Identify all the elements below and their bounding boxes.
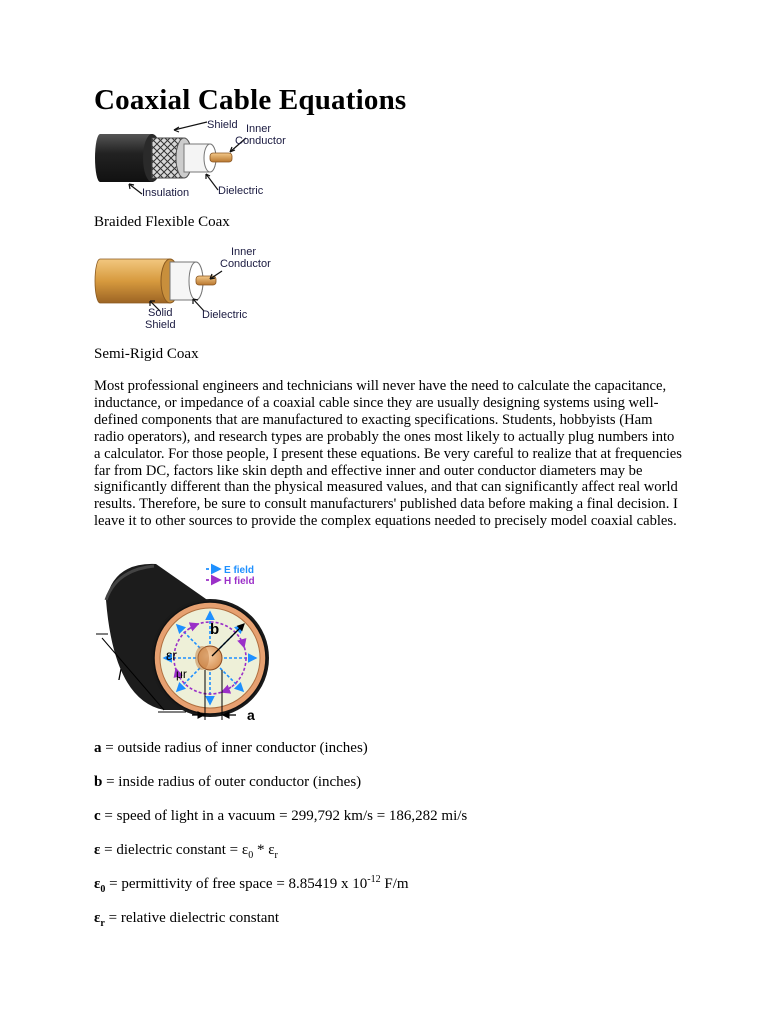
braided-coax-diagram	[94, 116, 304, 202]
label-insulation: Insulation	[142, 187, 190, 199]
label-inner: Inner	[246, 123, 272, 135]
label-l: l	[118, 667, 122, 684]
label-inner-2: Inner	[231, 246, 257, 258]
label-shield: Shield	[207, 119, 238, 131]
legend-h-field: H field	[224, 576, 255, 587]
definition-epsilon0: $\varepsilon_0$ = permittivity of free space = 8.85419 x $10^{-12}$ F/m	[94, 874, 409, 895]
coax-field-diagram	[94, 560, 294, 726]
label-dielectric-2: Dielectric	[202, 309, 248, 321]
label-er: εr	[166, 647, 177, 663]
legend-e-field: E field	[224, 565, 255, 576]
page-title: Coaxial Cable Equations	[94, 84, 407, 116]
intro-paragraph: Most professional engineers and technicians will never have the need to calculate the capacitance, inductance, or impedance of a coaxial cable since they are usually designing systems using well-defined components that are manufactured to exacting specifications. Students, hobbyists (Ham radio operators), and research types are probably the ones most likely to actually plug numbers into a calculator. For those people, I present these equations. Be very careful to realize that at frequencies far from DC, factors like skin depth and effective inner and outer conductor diameters may be significantly different than the physical measured values, and that can significantly affect real world results. Therefore, be sure to consult manufacturers' published data before making a final decision. I leave it to other sources to provide the complex equations needed to precisely model coaxial cables.	[94, 378, 682, 530]
label-solid: Solid	[148, 307, 173, 319]
label-b: b	[210, 621, 220, 638]
semi-rigid-coax-diagram	[94, 245, 284, 335]
definition-epsilon-r: $\varepsilon_r$ = relative dielectric constant	[94, 910, 280, 929]
definition-b: b = inside radius of outer conductor (inches)	[94, 774, 362, 790]
caption-braided-coax: Braided Flexible Coax	[94, 214, 230, 230]
caption-semi-rigid-coax: Semi-Rigid Coax	[94, 346, 199, 362]
label-dielectric: Dielectric	[218, 185, 264, 197]
label-ur: μr	[176, 667, 187, 681]
label-shield-2: Shield	[145, 319, 176, 331]
definition-c: c = speed of light in a vacuum = 299,792 km/s = 186,282 mi/s	[94, 808, 468, 824]
label-conductor-2: Conductor	[220, 258, 271, 270]
label-a: a	[247, 707, 255, 723]
definition-a: a = outside radius of inner conductor (inches)	[94, 740, 368, 756]
definition-epsilon: ε = dielectric constant = $\varepsilon_0 * \varepsilon_r$	[94, 842, 278, 861]
label-conductor: Conductor	[235, 135, 286, 147]
